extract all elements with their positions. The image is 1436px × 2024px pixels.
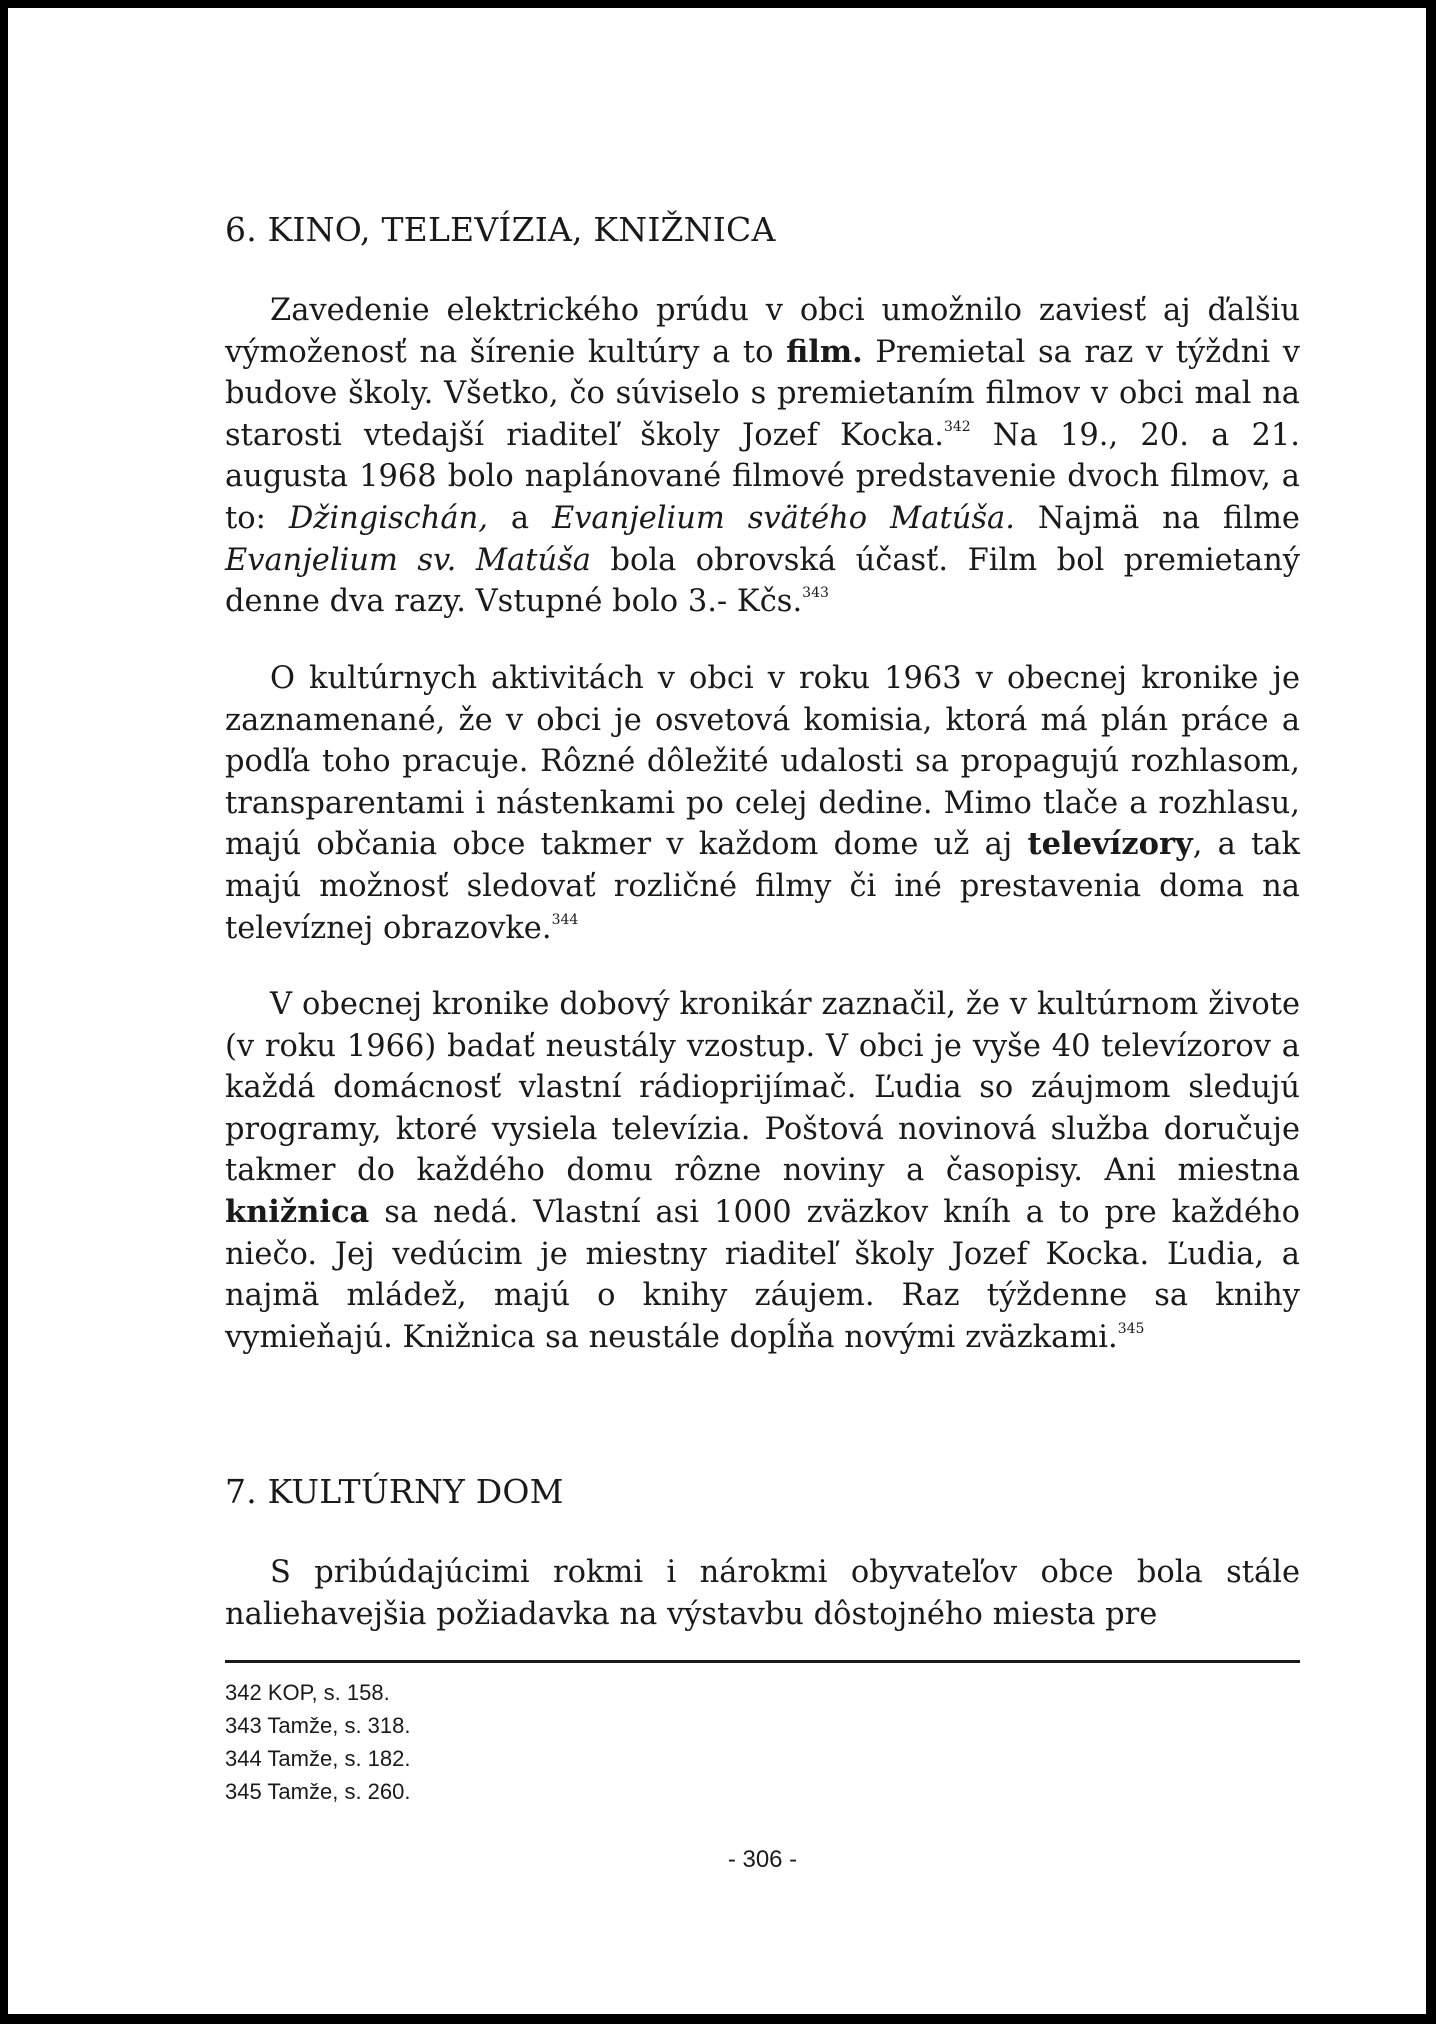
footnote: 345 Tamže, s. 260.	[225, 1779, 411, 1804]
text-run: a	[487, 500, 552, 536]
paragraph	[225, 658, 1300, 949]
text-run: Zavedenie elektrického prúdu v obci umožnilo zaviesť aj ďalšiu výmoženosť na šírenie kultúry a to	[225, 293, 1300, 370]
footnote-ref: 342	[943, 418, 971, 435]
section-heading: 6. KINO, TELEVÍZIA, KNIŽNICA	[225, 210, 776, 249]
text-run: V obecnej kronike dobový kronikár zaznačil, že v kultúrnom živote (v roku 1966) badať neustály vzostup. V obci je vyše 40 televízorov a každá domácnosť vlastní rádioprijímač. Ľudia so záujmom sledujú programy, ktoré vysiela televízia. Poštová novinová služba doručuje takmer do každého domu rôzne noviny a časopisy. Ani miestna	[225, 987, 1300, 1189]
bold-term: knižnica	[225, 1193, 370, 1230]
italic-title: Džingischán,	[288, 500, 488, 536]
footnote: 344 Tamže, s. 182.	[225, 1746, 411, 1771]
footnote: 343 Tamže, s. 318.	[225, 1713, 411, 1738]
italic-title: Evanjelium sv. Matúša	[225, 542, 591, 578]
text-run: O kultúrnych aktivitách v obci v roku 1963 v obecnej kronike je zaznamenané, že v obci je osvetová komisia, ktorá má plán práce a podľa toho pracuje. Rôzné dôležité udalosti sa propagujú rozhlasom, transparentami i nástenkami po celej dedine. Mimo tlače a rozhlasu, majú občania obce takmer v každom dome už aj	[225, 661, 1300, 863]
paragraph	[225, 984, 1300, 1358]
bold-term: televízory	[1027, 826, 1193, 863]
footnote: 342 KOP, s. 158.	[225, 1680, 390, 1705]
page-number: - 306 -	[727, 1846, 798, 1873]
text-run: Na 19., 20. a 21. augusta 1968 bolo naplánované filmové predstavenie dvoch filmov, a to:	[225, 417, 1300, 536]
footnote-divider	[225, 1660, 1300, 1663]
paragraph: S pribúdajúcimi rokmi i nárokmi obyvateľov obce bola stále naliehavejšia požiadavka na výstavbu dôstojného miesta pre	[225, 1555, 1300, 1632]
text-run: bola obrovská účasť. Film bol premietaný denne dva razy. Vstupné bolo 3.- Kčs.	[225, 542, 1300, 620]
text-run: Premietal sa raz v týždni v budove školy. Všetko, čo súviselo s premietaním filmov v obci mal na starosti vtedajší riaditeľ školy Jozef Kocka.	[225, 334, 1300, 453]
bold-term: film.	[786, 333, 863, 370]
text-run: , a tak majú možnosť sledovať rozličné filmy či iné prestavenia doma na televíznej obrazovke.	[225, 827, 1300, 946]
section-heading: 7. KULTÚRNY DOM	[225, 1472, 564, 1511]
footnotes	[225, 1676, 411, 1808]
text-run: sa nedá. Vlastní asi 1000 zväzkov kníh a to pre každého niečo. Jej vedúcim je miestny riaditeľ školy Jozef Kocka. Ľudia, a najmä mládež, majú o knihy záujem. Raz týždenne sa knihy vymieňajú. Knižnica sa neustále dopĺňa novými zväzkami.	[225, 1194, 1300, 1355]
footnote-ref: 344	[551, 911, 579, 928]
footnote-ref: 345	[1117, 1320, 1145, 1337]
italic-title: Evanjelium svätého Matúša.	[551, 500, 1015, 536]
text-run: Najmä na filme	[1014, 500, 1300, 536]
footnote-ref: 343	[802, 585, 829, 602]
paragraph	[225, 290, 1300, 623]
